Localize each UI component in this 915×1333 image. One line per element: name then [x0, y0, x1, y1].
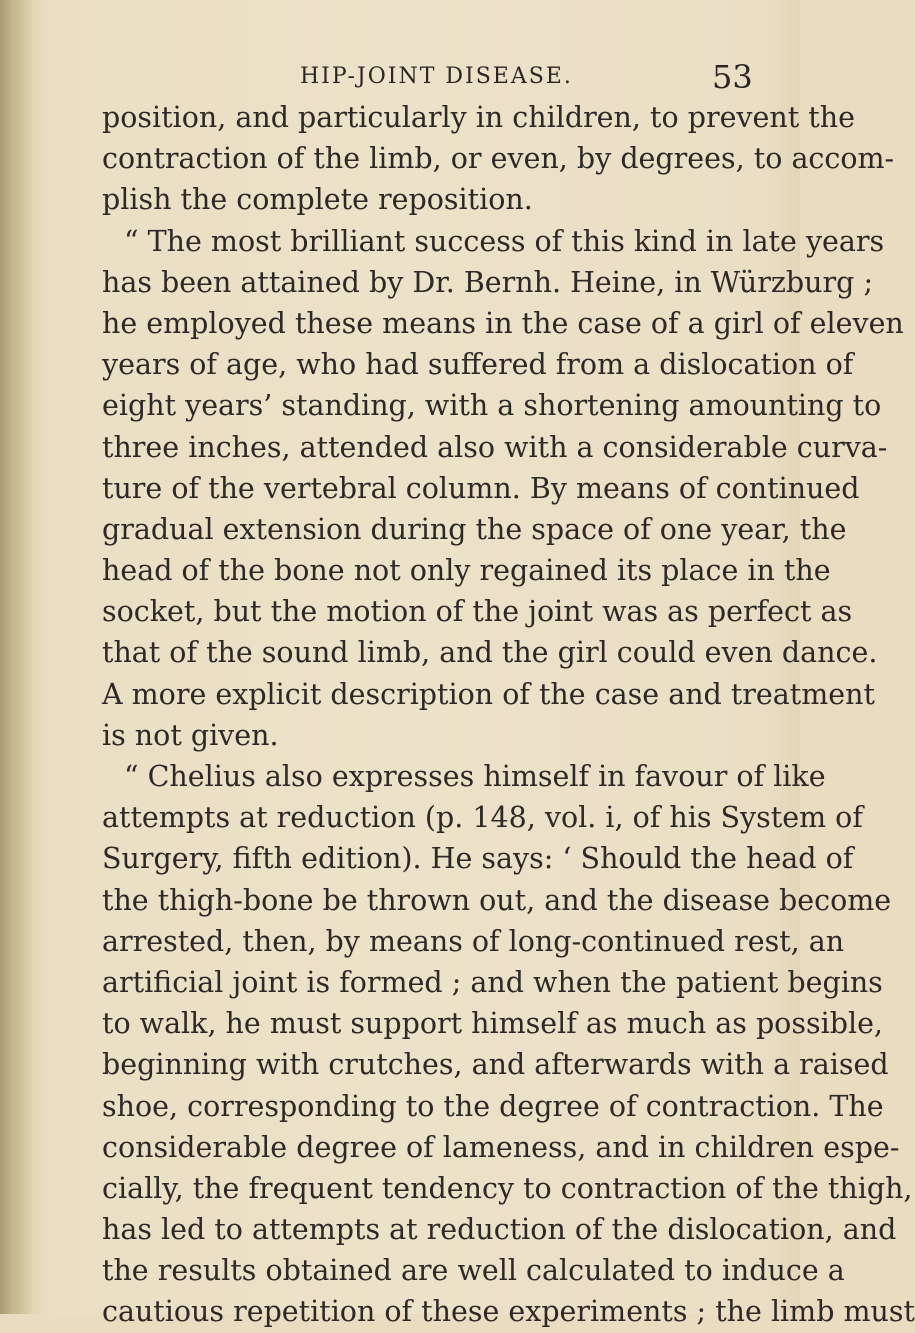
- page-number: 53: [712, 58, 753, 96]
- text-line: beginning with crutches, and afterwards with a raised: [102, 1048, 889, 1082]
- text-line: cially, the frequent tendency to contraction of the thigh,: [102, 1171, 913, 1205]
- text-line: head of the bone not only regained its place in the: [102, 554, 831, 588]
- text-line: considerable degree of lameness, and in children espe-: [102, 1130, 900, 1164]
- text-line: has led to attempts at reduction of the dislocation, and: [102, 1213, 897, 1247]
- text-line: A more explicit description of the case and treatment: [102, 677, 875, 711]
- text-line: he employed these means in the case of a girl of eleven: [102, 306, 904, 340]
- text-line: “ The most brilliant success of this kind in late years: [124, 224, 885, 258]
- text-line: the results obtained are well calculated to induce a: [102, 1254, 845, 1288]
- text-line: the thigh-bone be thrown out, and the disease become: [102, 883, 892, 917]
- text-line: artificial joint is formed ; and when the patient begins: [102, 965, 883, 999]
- text-line: plish the complete reposition.: [102, 183, 533, 217]
- text-line: eight years’ standing, with a shortening amounting to: [102, 389, 882, 423]
- body-text: [102, 97, 915, 1333]
- text-line: contraction of the limb, or even, by degrees, to accom-: [102, 142, 895, 176]
- text-line: years of age, who had suffered from a dislocation of: [102, 348, 854, 382]
- text-line: has been attained by Dr. Bernh. Heine, in Würzburg ;: [102, 265, 874, 299]
- text-line: that of the sound limb, and the girl could even dance.: [102, 636, 878, 670]
- text-line: “ Chelius also expresses himself in favour of like: [124, 760, 826, 793]
- page-gutter-shadow: [0, 0, 34, 1314]
- text-line: ture of the vertebral column. By means of continued: [102, 471, 860, 505]
- text-line: cautious repetition of these experiments ; the limb must: [102, 1295, 915, 1329]
- text-line: shoe, corresponding to the degree of contraction. The: [102, 1089, 884, 1123]
- text-line: to walk, he must support himself as much as possible,: [102, 1007, 883, 1041]
- text-line: Surgery, fifth edition). He says: ‘ Should the head of: [102, 842, 854, 876]
- running-head: HIP-JOINT DISEASE.: [300, 64, 573, 89]
- text-line: position, and particularly in children, to prevent the: [102, 101, 855, 134]
- text-line: three inches, attended also with a considerable curva-: [102, 430, 888, 464]
- text-line: socket, but the motion of the joint was as perfect as: [102, 595, 853, 629]
- text-line: arrested, then, by means of long-continued rest, an: [102, 924, 845, 958]
- text-line: gradual extension during the space of one year, the: [102, 512, 847, 546]
- text-line: is not given.: [102, 718, 279, 752]
- text-line: attempts at reduction (p. 148, vol. i, of his System of: [102, 801, 863, 835]
